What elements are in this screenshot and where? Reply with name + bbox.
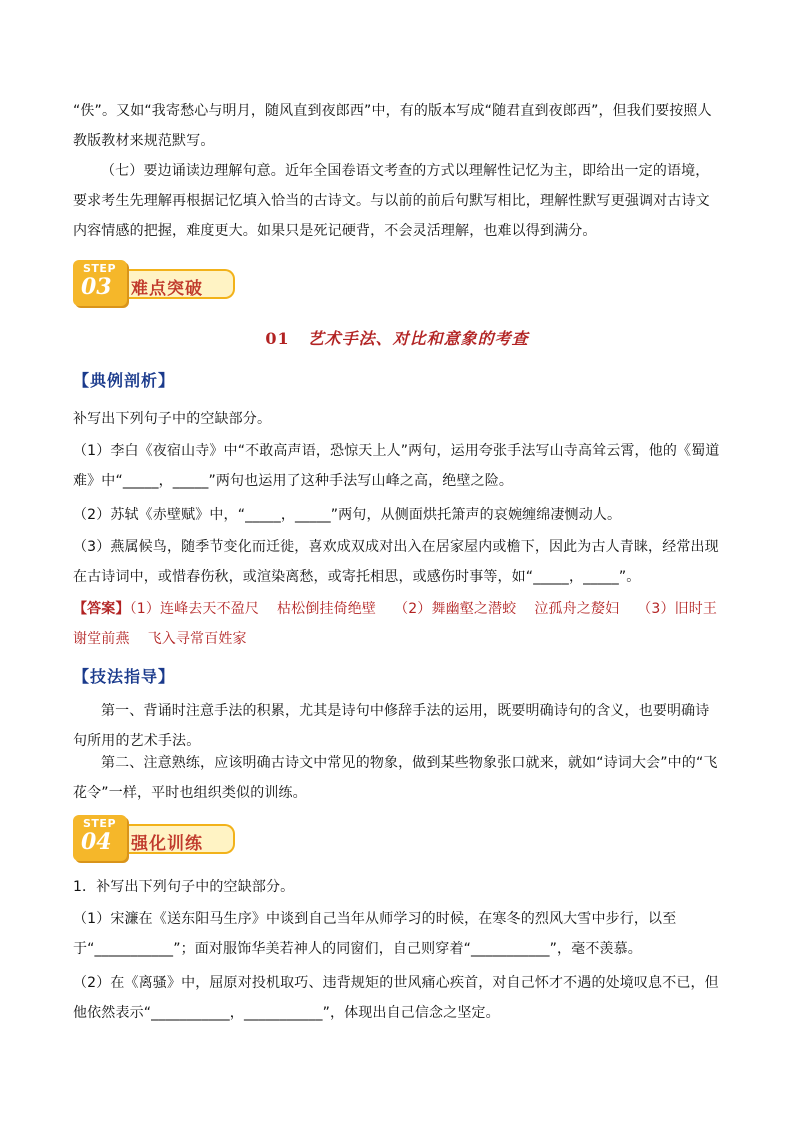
skills-paragraph-1: 第一、背诵时注意手法的积累，尤其是诗句中修辞手法的运用，既要明确诗句的含义，也要明确诗句所用的艺术手法。 — [73, 703, 710, 749]
paragraph-understanding: （七）要边诵读边理解句意。近年全国卷语文考查的方式以理解性记忆为主，即给出一定的语境，要求考生先理解再根据记忆填入恰当的古诗文。与以前的前后句默写相比，理解性默写更强调对古诗文内容情感的把握，难度更大。如果只是死记硬背，不会灵活理解，也难以得到满分。 — [73, 163, 710, 239]
example-question-2: （2）苏轼《赤壁赋》中，“_____，_____”两句，从侧面烘托箫声的哀婉缠绵凄恻动人。 — [73, 507, 622, 523]
step-04-label: STEP — [83, 817, 117, 830]
topic-text: 艺术手法、对比和意象的考查 — [307, 329, 529, 348]
example-heading: 【典例剖析】 — [73, 371, 176, 390]
skills-paragraph-2: 第二、注意熟练，应该明确古诗文中常见的物象，做到某些物象张口就来，就如“诗词大会”中的“飞花令”一样，平时也组织类似的训练。 — [73, 755, 718, 801]
example-question-3: （3）燕属候鸟，随季节变化而迁徙，喜欢成双成对出入在居家屋内或檐下，因此为古人青睐，经常出现在古诗词中，或惜春伤秋，或渲染离愁，或寄托相思，或感伤时事等，如“_____，_____”。 — [73, 539, 719, 585]
answer-2b: 泣孤舟之嫠妇 — [534, 601, 620, 617]
answer-tag: 【答案】 — [73, 601, 130, 617]
step-03-number: 03 — [81, 274, 112, 300]
answer-3a: （3）旧时王谢堂前燕 — [73, 601, 718, 647]
example-answer — [73, 594, 723, 654]
training-question-1: （1）宋濂在《送东阳马生序》中谈到自己当年从师学习的时候，在寒冬的烈风大雪中步行，以至于“___________”；面对服饰华美若神人的同窗们，自己则穿着“___________”，毫不羡慕。 — [73, 911, 677, 957]
step-04-number: 04 — [81, 829, 112, 855]
step-04-title: 强化训练 — [131, 834, 203, 854]
step-04-number-box — [73, 815, 127, 861]
training-intro: 1．补写出下列句子中的空缺部分。 — [73, 879, 295, 895]
step-03-label: STEP — [83, 262, 117, 275]
step-04-badge — [73, 815, 237, 861]
answer-1a: （1）连峰去天不盈尺 — [129, 601, 260, 617]
paragraph-edition-note: “佚”。又如“我寄愁心与明月，随风直到夜郎西”中，有的版本写成“随君直到夜郎西”，但我们要按照人教版教材来规范默写。 — [73, 103, 712, 149]
answer-3b: 飞入寻常百姓家 — [147, 631, 247, 647]
training-question-2: （2）在《离骚》中，屈原对投机取巧、违背规矩的世风痛心疾首，对自己怀才不遇的处境叹息不已，但他依然表示“___________，___________”，体现出自己信念之坚定。 — [73, 975, 719, 1021]
step-03-badge — [73, 260, 237, 306]
example-question-1: （1）李白《夜宿山寺》中“不敢高声语，恐惊天上人”两句，运用夸张手法写山寺高耸云霄，他的《蜀道难》中“_____，_____”两句也运用了这种手法写山峰之高，绝壁之险。 — [73, 443, 720, 489]
step-04-title-bar — [111, 824, 235, 854]
answer-2a: （2）舞幽壑之潜蛟 — [394, 601, 517, 617]
topic-number: 01 — [265, 329, 290, 348]
topic-title — [0, 326, 794, 349]
step-03-number-box — [73, 260, 127, 306]
example-intro: 补写出下列句子中的空缺部分。 — [73, 411, 272, 427]
step-03-title: 难点突破 — [131, 279, 203, 299]
skills-heading: 【技法指导】 — [73, 667, 176, 686]
step-03-title-bar — [111, 269, 235, 299]
answer-1b: 枯松倒挂倚绝壁 — [277, 601, 377, 617]
